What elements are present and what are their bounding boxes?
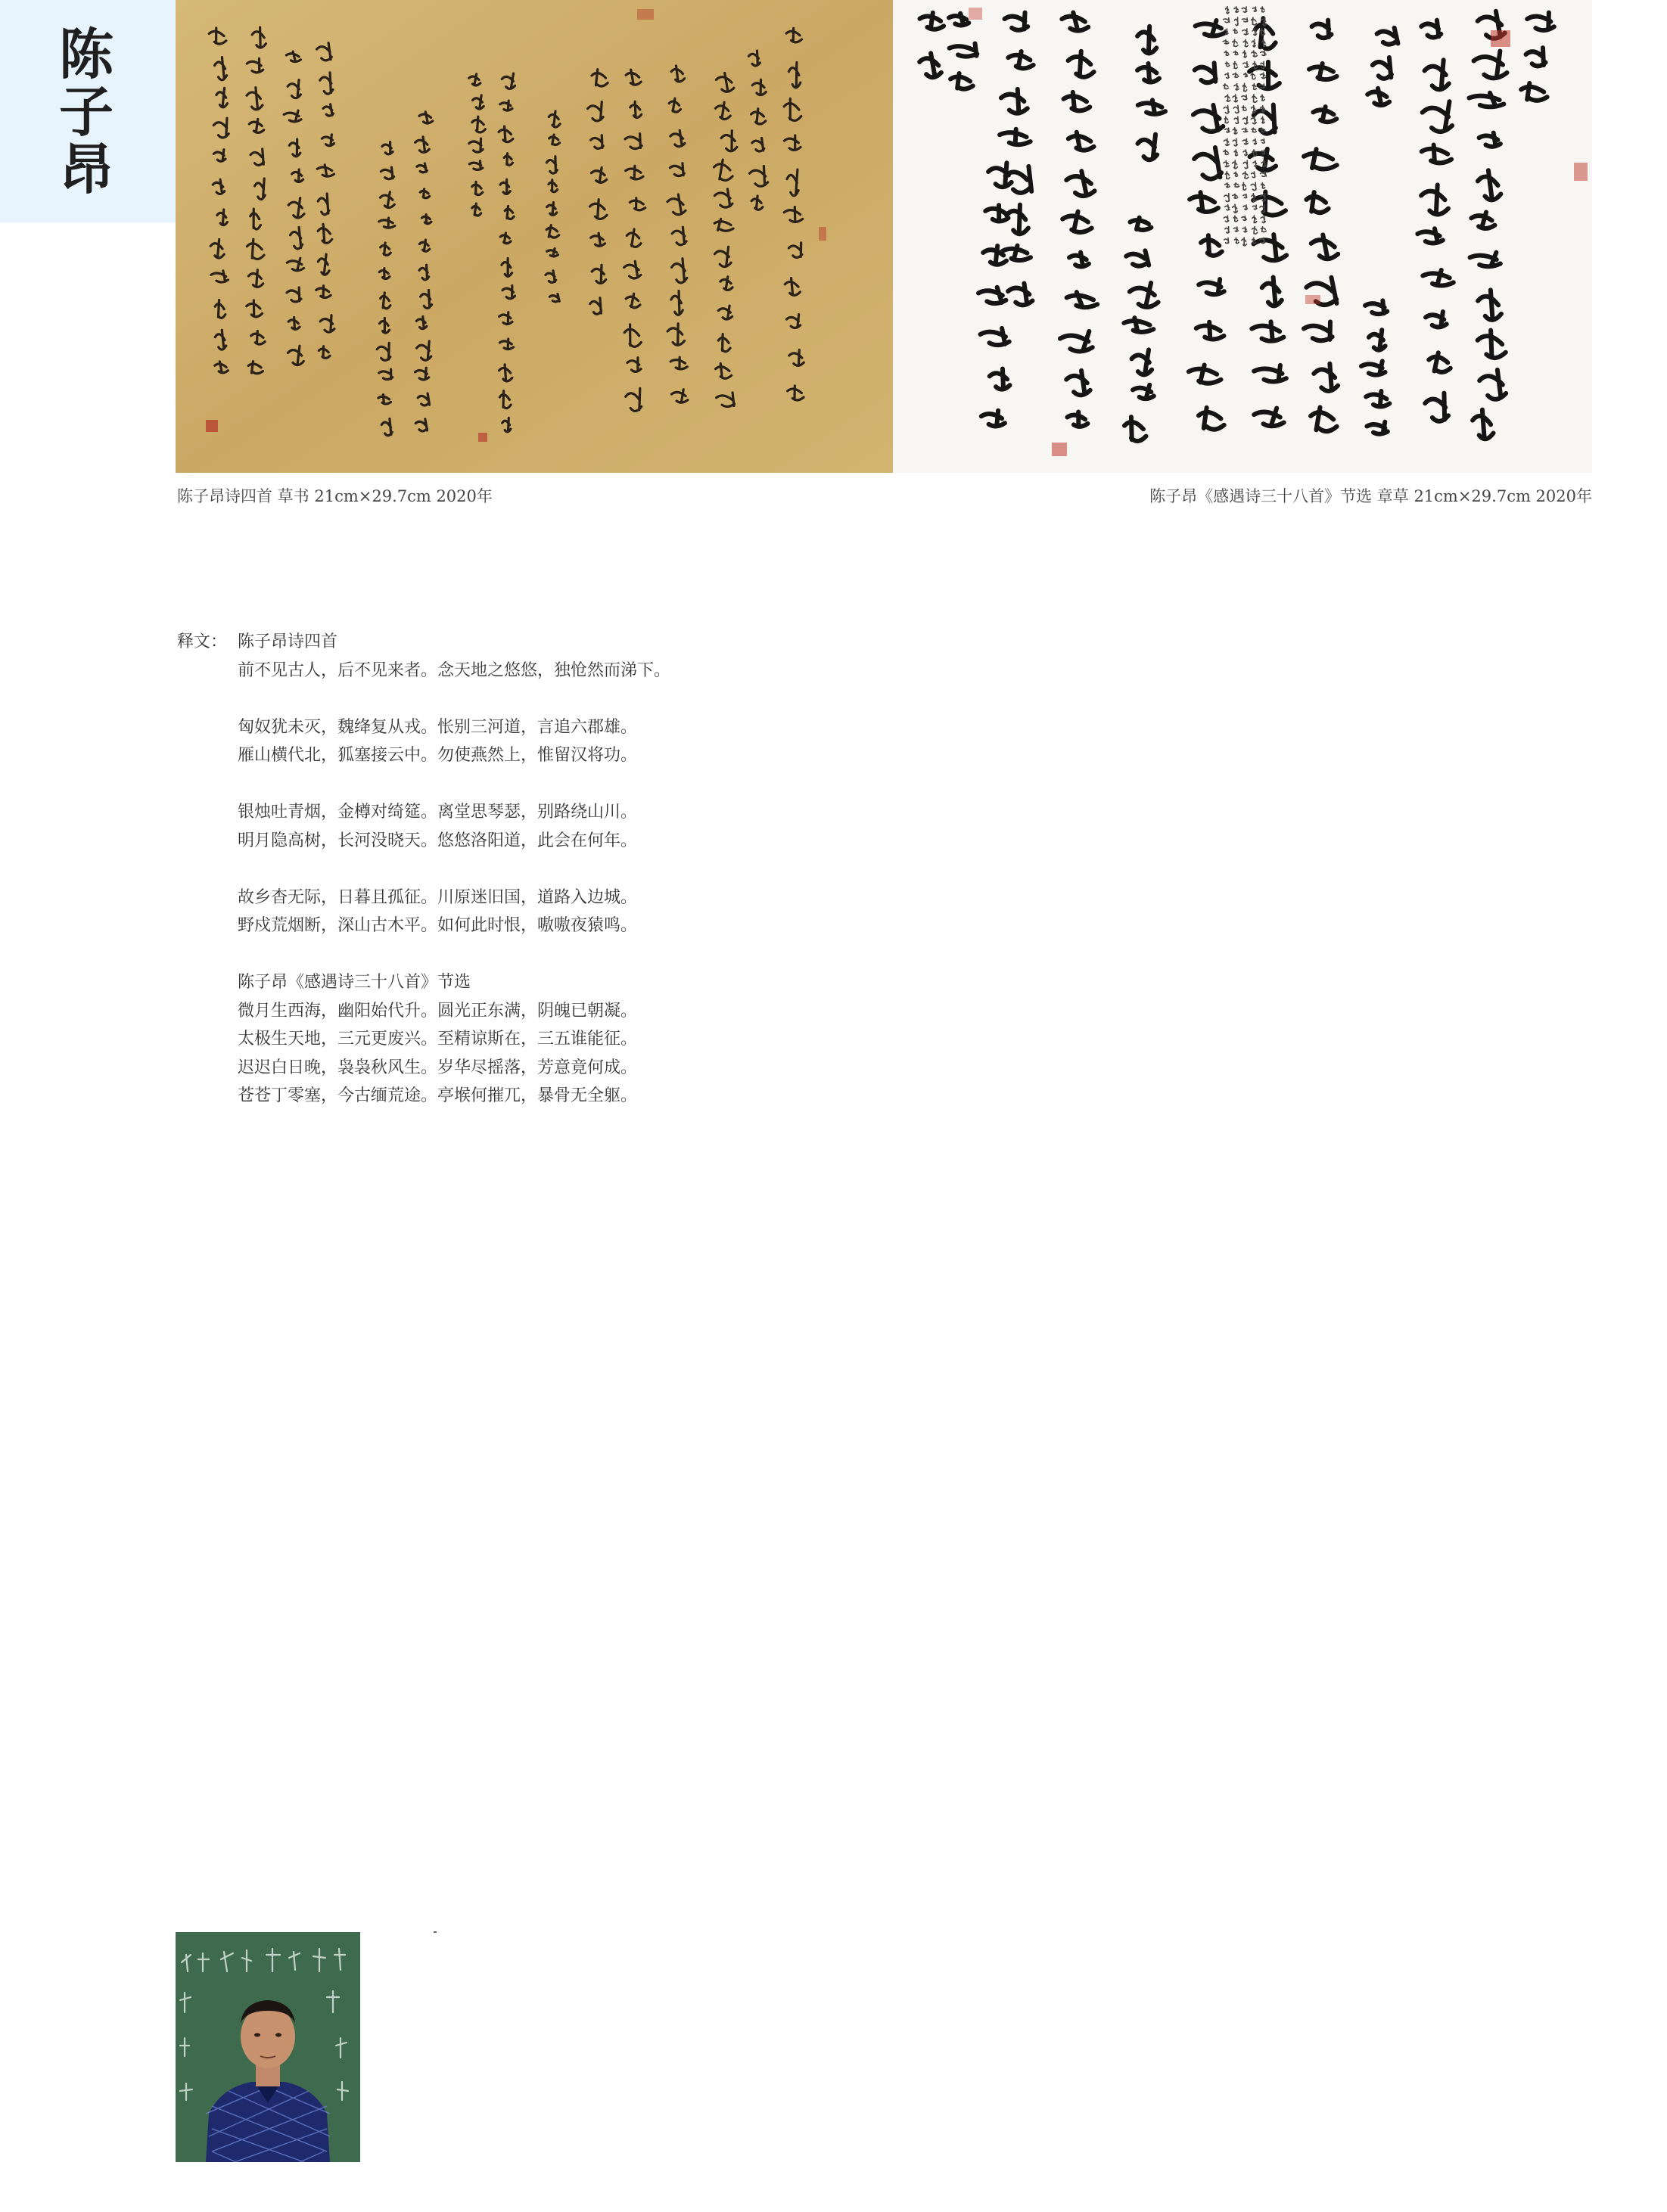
poem-line: 苍苍丁零塞，今古缅荒途。亭堠何摧兀，暴骨无全躯。 [238, 1086, 638, 1105]
cursive-scroll-graphic [176, 0, 893, 473]
artwork-right-caption: 陈子昂《感遇诗三十八首》节选 章草 21cm×29.7cm 2020年 [1149, 487, 1592, 505]
poem-line: 银烛吐青烟，金樽对绮筵。离堂思琴瑟，别路绕山川。 [238, 803, 638, 822]
author-name-vertical [59, 22, 114, 201]
transcription-heading [177, 628, 1161, 657]
poem-line: 前不见古人，后不见来者。念天地之悠悠，独怆然而涕下。 [238, 660, 671, 680]
artwork-left-image [176, 0, 893, 473]
artwork-left-caption: 陈子昂诗四首 草书 21cm×29.7cm 2020年 [177, 487, 493, 505]
small-mark [434, 1931, 437, 1933]
transcription-label: 释文： [177, 632, 228, 651]
poem-stanza [238, 884, 1161, 940]
artwork-right-image [893, 0, 1592, 473]
poem-line: 雁山横代北，狐塞接云中。勿使燕然上，惟留汉将功。 [238, 746, 638, 765]
poem-line: 微月生西海，幽阳始代升。圆光正东满，阴魄已朝凝。 [238, 1001, 638, 1021]
transcription-section [177, 628, 1161, 1111]
second-section-title: 陈子昂《感遇诗三十八首》节选 [238, 973, 471, 992]
poem-stanza [238, 657, 1161, 685]
author-name-char: 陈 [59, 22, 114, 86]
poem-line: 明月隐高树，长河没晓天。悠悠洛阳道，此会在何年。 [238, 831, 638, 850]
author-photo [176, 1932, 360, 2162]
author-name-char: 昂 [59, 137, 114, 201]
author-title-block [0, 0, 176, 222]
poem-stanza [238, 798, 1161, 855]
zhangcao-scroll-graphic [893, 0, 1592, 473]
author-name-char: 子 [59, 79, 114, 144]
poem-stanza [238, 713, 1161, 770]
poem-stanza [238, 968, 1161, 1111]
portrait-graphic [176, 1932, 360, 2162]
poem-set-title: 陈子昂诗四首 [238, 632, 338, 651]
poem-line: 太极生天地，三元更废兴。至精谅斯在，三五谁能征。 [238, 1030, 638, 1049]
poem-line: 野戍荒烟断，深山古木平。如何此时恨，嗷嗷夜猿鸣。 [238, 916, 638, 935]
poem-line: 故乡杳无际，日暮且孤征。川原迷旧国，道路入边城。 [238, 887, 638, 907]
poem-line: 匈奴犹未灭，魏绛复从戎。怅别三河道，言追六郡雄。 [238, 717, 638, 737]
poem-line: 迟迟白日晚，袅袅秋风生。岁华尽摇落，芳意竟何成。 [238, 1058, 638, 1077]
transcription-body [177, 657, 1161, 1111]
